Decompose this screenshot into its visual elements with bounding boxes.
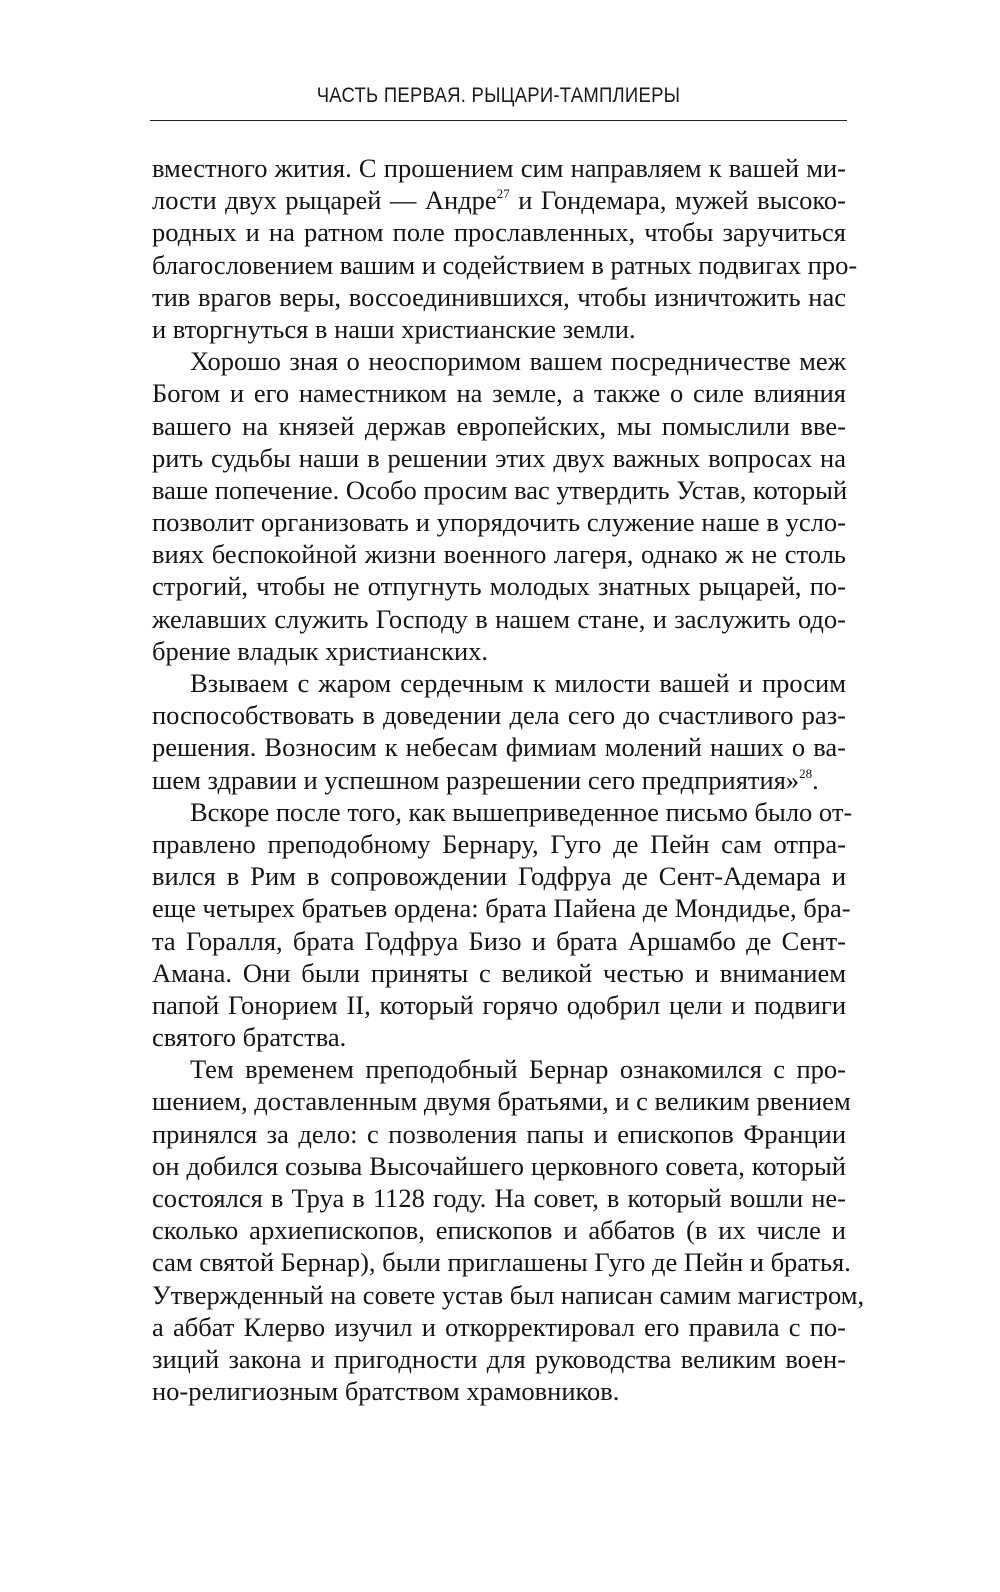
text-line: ваше попечение. Особо просим вас утвердить Устав, который xyxy=(152,474,848,505)
text-line: правлено преподобному Бернару, Гуго де Пейн сам отпра- xyxy=(152,828,846,859)
text-line-with-footnote xyxy=(152,764,846,796)
text-line: Хорошо зная о неоспоримом вашем посредничестве меж xyxy=(190,346,846,377)
text-segment: . xyxy=(812,764,819,795)
text-line: Тем временем преподобный Бернар ознакомился с про- xyxy=(190,1054,846,1085)
text-line: Амана. Они были приняты с великой честью и вниманием xyxy=(152,957,846,988)
text-line: рить судьбы наши в решении этих двух важных вопросах на xyxy=(152,442,846,473)
text-line: вместного жития. С прошением сим направляем к вашей ми- xyxy=(152,153,846,183)
text-segment: лости двух рыцарей — Андре xyxy=(152,185,497,216)
text-line: принялся за дело: с позволения папы и епископов Франции xyxy=(152,1118,846,1149)
running-head: ЧАСТЬ ПЕРВАЯ. РЫЦАРИ-ТАМПЛИЕРЫ xyxy=(316,84,681,107)
text-line: зиций закона и пригодности для руководства великим воен- xyxy=(152,1343,846,1374)
paragraph xyxy=(152,796,853,1054)
text-line: решения. Возносим к небесам фимиам молений наших о ва- xyxy=(152,732,846,763)
paragraph xyxy=(152,667,846,796)
text-line: святого братства. xyxy=(152,1022,347,1053)
text-line: папой Гонорием II, который горячо одобрил цели и подвиги xyxy=(152,989,846,1020)
text-line: та Горалля, брата Годфруа Бизо и брата Аршамбо де Сент- xyxy=(152,925,846,956)
text-line: родных и на ратном поле прославленных, чтобы заручиться xyxy=(152,217,846,248)
text-line: позволит организовать и упорядочить служение наше в усло- xyxy=(152,507,846,538)
footnote-marker: 28 xyxy=(799,765,813,781)
text-segment: шем здравии и успешном разрешении сего предприятия» xyxy=(152,764,800,795)
text-line: желавших служить Господу в нашем стане, и заслужить одо- xyxy=(152,603,846,634)
text-line: брение владык христианских. xyxy=(152,635,489,666)
text-line: и вторгнуться в наши христианские земли. xyxy=(152,313,636,344)
text-line: Взываем с жаром сердечным к милости вашей и просим xyxy=(190,668,846,698)
text-line: состоялся в Труа в 1128 году. На совет, в который вошли не- xyxy=(152,1183,846,1213)
text-line: строгий, чтобы не отпугнуть молодых знатных рыцарей, по- xyxy=(152,571,846,602)
text-line: вился в Рим в сопровождении Годфруа де Сент-Адемара и xyxy=(152,861,846,892)
text-line: Богом и его наместником на земле, а также о силе влияния xyxy=(152,378,846,409)
text-line: благословением вашим и содействием в ратных подвигах про- xyxy=(152,249,858,280)
text-line: шением, доставленным двумя братьями, и с великим рвением xyxy=(152,1086,851,1117)
text-line: тив врагов веры, воссоединившихся, чтобы изничтожить нас xyxy=(152,281,846,312)
text-line: но-религиозным братством храмовников. xyxy=(152,1376,620,1407)
text-line: поспособствовать в доведении дела сего до счастливого раз- xyxy=(152,700,846,731)
text-line-with-footnote xyxy=(152,184,846,216)
footnote-marker: 27 xyxy=(496,186,510,202)
text-line: еще четырех братьев ордена: брата Пайена де Мондидье, бра- xyxy=(152,893,851,924)
text-line: виях беспокойной жизни военного лагеря, однако ж не столь xyxy=(152,539,846,570)
text-line: а аббат Клерво изучил и откорректировал его правила с по- xyxy=(152,1311,846,1342)
text-line: Утвержденный на совете устав был написан самим магистром, xyxy=(152,1279,865,1310)
paragraph xyxy=(152,1053,865,1407)
header-rule xyxy=(150,120,847,121)
body-text xyxy=(152,152,865,1407)
text-line: вашего на князей держав европейских, мы помыслили вве- xyxy=(152,410,846,441)
text-line: сам святой Бернар), были приглашены Гуго де Пейн и братья. xyxy=(152,1247,851,1278)
text-line: он добился созыва Высочайшего церковного совета, который xyxy=(152,1150,846,1181)
text-segment: и Гондемара, мужей высоко- xyxy=(518,185,847,216)
paragraph xyxy=(152,152,858,345)
text-line: сколько архиепископов, епископов и аббатов (в их числе и xyxy=(152,1215,846,1246)
text-line: Вскоре после того, как вышеприведенное письмо было от- xyxy=(190,796,853,827)
paragraph xyxy=(152,345,846,667)
